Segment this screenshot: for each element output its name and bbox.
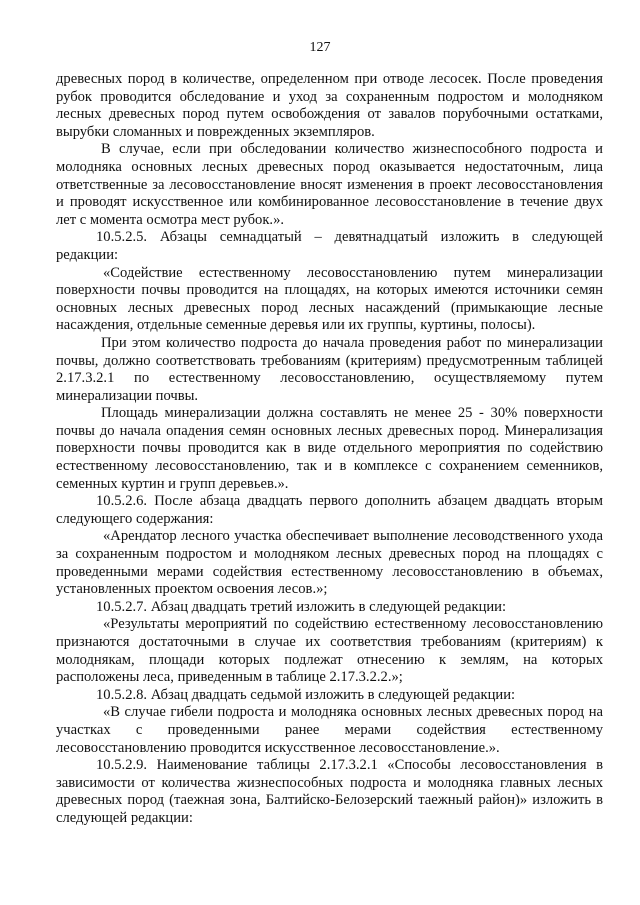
document-body <box>56 71 603 828</box>
paragraph: В случае, если при обследовании количество жизнеспособного подроста и молодняка основных лесных древесных пород оказывается недостаточным, лица ответственные за лесовосстановление вносят изменения в проект лесовосстановления и проводят искусственное или комбинированное лесовосстановление в течение двух лет с момента осмотра мест рубок.». <box>56 141 603 228</box>
paragraph: 10.5.2.9. Наименование таблицы 2.17.3.2.1 «Способы лесовосстановления в зависимости от количества жизнеспособных подроста и молодняка главных лесных древесных пород (таежная зона, Балтийско-Белозерский таежный район)» изложить в следующей редакции: <box>56 757 603 826</box>
paragraph: «В случае гибели подроста и молодняка основных лесных древесных пород на участках с проведенными ранее мерами содействия естественному лесовосстановлению проводится искусственное лесовосстановление.». <box>56 704 603 756</box>
paragraph: 10.5.2.6. После абзаца двадцать первого дополнить абзацем двадцать вторым следующего содержания: <box>56 493 603 527</box>
paragraph: Площадь минерализации должна составлять не менее 25 - 30% поверхности почвы до начала опадения семян основных лесных древесных пород. Минерализация поверхности почвы проводится как в виде отдельного мероприятия по содействию естественному лесовосстановлению, так и в комплексе с сохранением семенников, семенных куртин и групп деревьев.». <box>56 405 603 492</box>
paragraph: 10.5.2.5. Абзацы семнадцатый – девятнадцатый изложить в следующей редакции: <box>56 229 603 263</box>
paragraph: 10.5.2.7. Абзац двадцать третий изложить в следующей редакции: <box>96 598 507 615</box>
paragraph: «Результаты мероприятий по содействию естественному лесовосстановлению признаются достаточными в случае их соответствия требованиям (критериям) к молоднякам, площади которых подлежат отнесению к землям, на которых расположены леса, приведенным в таблице 2.17.3.2.2.»; <box>56 616 603 686</box>
paragraph: древесных пород в количестве, определенном при отводе лесосек. После проведения рубок проводится обследование и уход за сохраненным подростом и молодняком лесных древесных пород путем освобождения от завалов порубочными остатками, вырубки сломанных и поврежденных экземпляров. <box>56 71 603 140</box>
paragraph: 10.5.2.8. Абзац двадцать седьмой изложить в следующей редакции: <box>96 686 516 703</box>
paragraph: «Арендатор лесного участка обеспечивает выполнение лесоводственного ухода за сохраненным подростом и молодняком лесных древесных пород на площадях с проведенными мерами содействия естественному лесовосстановлению в объемах, установленных проектом освоения лесов.»; <box>56 528 603 598</box>
page-number: 127 <box>309 40 331 55</box>
paragraph: «Содействие естественному лесовосстановлению путем минерализации поверхности почвы проводится на площадях, на которых имеются источники семян основных лесных древесных пород лесных насаждений (примыкающие лесные насаждения, отдельные семенные деревья или их группы, куртины, полосы). <box>56 264 603 334</box>
paragraph: При этом количество подроста до начала проведения работ по минерализации почвы, должно соответствовать требованиям (критериям) предусмотренным таблицей 2.17.3.2.1 по естественному лесовосстановлению, осуществляемому путем минерализации почвы. <box>56 334 603 404</box>
